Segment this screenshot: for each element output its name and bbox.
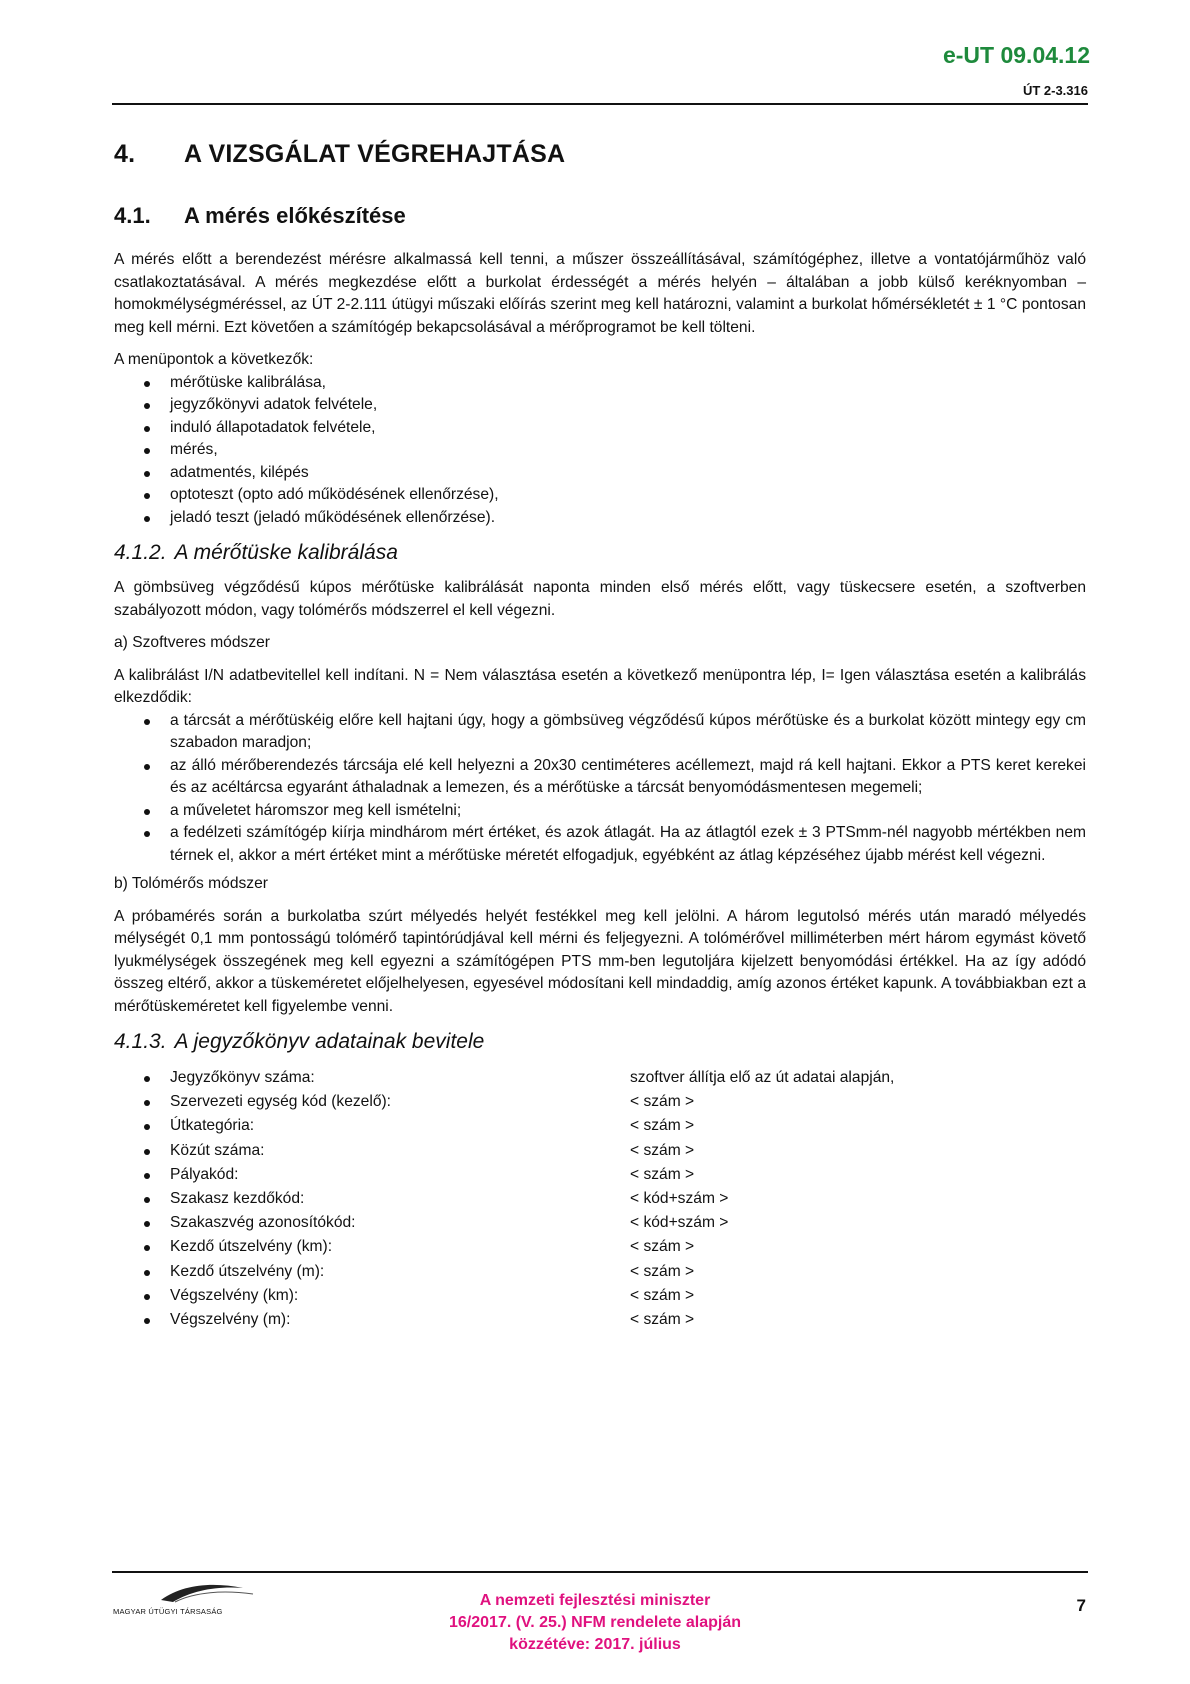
field-value: < szám > — [630, 1286, 695, 1304]
subsection-number: 4.1.2. — [114, 541, 167, 564]
bullet-icon — [144, 1318, 150, 1324]
document-subcode: ÚT 2-3.316 — [1022, 83, 1088, 98]
field-label: Jegyzőkönyv száma: — [170, 1069, 315, 1086]
list-item: mérőtüske kalibrálása, — [114, 372, 1086, 395]
paragraph-preparation: A mérés előtt a berendezést mérésre alkalmassá kell tenni, a műszer összeállításával, számítógéphez, illetve a vontatójárműhöz való csatlakoztatásával. A mérés megkezdése előtt a burkolat érdességét a mérés helyén – általában a jobb külső keréknyomban – homokmélységméréssel, az ÚT 2-2.111 útügyi műszaki előírás szerint meg kell határozni, valamint a burkolat hőmérsékletét ± 1 °C pontosan meg kell mérni. Ezt követően a számítógép bekapcsolásával a mérőprogramot be kell tölteni. — [114, 251, 1086, 336]
list-item — [114, 1260, 1086, 1284]
field-label: Szervezeti egység kód (kezelő): — [170, 1093, 392, 1111]
bullet-icon — [144, 1245, 150, 1251]
protocol-fields-list — [114, 1066, 1086, 1332]
method-a-list — [114, 710, 1086, 868]
chapter-number: 4. — [114, 140, 136, 168]
field-label: Végszelvény (m): — [170, 1311, 291, 1329]
list-item: optoteszt (opto adó működésének ellenőrzése), — [114, 484, 1086, 507]
bullet-icon — [144, 764, 150, 770]
bullet-icon — [144, 1124, 150, 1130]
field-label: Közút száma: — [170, 1141, 265, 1159]
page-number: 7 — [1076, 1596, 1086, 1615]
list-item — [114, 1211, 1086, 1235]
field-value: szoftver állítja elő az út adatai alapján, — [630, 1069, 895, 1086]
list-item: mérés, — [114, 439, 1086, 462]
list-item — [114, 1090, 1086, 1114]
paragraph-calibration: A gömbsüveg végződésű kúpos mérőtüske kalibrálását naponta minden első mérés előtt, vagy tüskecsere esetén, a szoftverben szabályozott módon, vagy tolómérős módszerrel el kell végezni. — [114, 579, 1086, 619]
subsection-title: A jegyzőkönyv adatainak bevitele — [174, 1030, 485, 1053]
list-item: induló állapotadatok felvétele, — [114, 417, 1086, 440]
paragraph-method-a: A kalibrálást I/N adatbevitellel kell indítani. N = Nem választása esetén a következő menüpontra lép, I= Igen választása esetén a kalibrálás elkezdődik: — [114, 666, 1086, 706]
section-number: 4.1. — [114, 203, 151, 228]
bullet-icon — [144, 719, 150, 725]
list-item: jegyzőkönyvi adatok felvétele, — [114, 394, 1086, 417]
list-item: a műveletet háromszor meg kell ismételni; — [114, 800, 1086, 823]
bullet-icon — [144, 1076, 150, 1082]
subsection-number: 4.1.3. — [114, 1030, 167, 1053]
bullet-icon — [144, 403, 150, 409]
bullet-icon — [144, 1173, 150, 1179]
bullet-icon — [144, 1221, 150, 1227]
list-item — [114, 1187, 1086, 1211]
section-title: A mérés előkészítése — [184, 203, 406, 228]
list-item — [114, 1114, 1086, 1138]
chapter-heading — [114, 140, 1086, 169]
bullet-icon — [144, 381, 150, 387]
subsection-heading-4-1-3 — [114, 1030, 1086, 1054]
field-value: < kód+szám > — [630, 1190, 729, 1208]
bullet-icon — [144, 1100, 150, 1106]
bullet-icon — [144, 1294, 150, 1300]
paragraph-method-b: A próbamérés során a burkolatba szúrt mélyedés helyét festékkel meg kell jelölni. A három legutolsó mérés után maradó mélyedés mélységét 0,1 mm pontosságú tolómérő tapintórúdjával kell mérni és feljegyezni. A tolómérővel milliméterben mért három egymást követő lyukmélységek összegének meg kell egyezni a számítógépen PTS mm-ben legutoljára kijelzett benyomódási értékkel. Ha az így adódó összeg eltérő, akkor a tüskeméretet előjelhelyesen, egyesével módosítani kell mindaddig, amíg azonos értéket kapunk. A továbbiakban ezt a mérőtüskeméretet kell figyelembe venni. — [114, 907, 1086, 1015]
field-value: < szám > — [630, 1238, 695, 1256]
field-value: < kód+szám > — [630, 1214, 729, 1232]
list-item — [114, 1066, 1086, 1090]
field-value: < szám > — [630, 1165, 695, 1183]
main-content — [114, 140, 1086, 1332]
field-label: Szakaszvég azonosítókód: — [170, 1214, 356, 1232]
bullet-icon — [144, 516, 150, 522]
field-label: Útkategória: — [170, 1117, 255, 1135]
field-label: Végszelvény (km): — [170, 1286, 299, 1304]
method-a-label: a) Szoftveres módszer — [114, 634, 270, 651]
section-heading-4-1 — [114, 203, 1086, 229]
field-value: < szám > — [630, 1262, 695, 1280]
field-value: < szám > — [630, 1311, 695, 1329]
bullet-icon — [144, 1149, 150, 1155]
field-label: Kezdő útszelvény (m): — [170, 1262, 325, 1280]
bullet-icon — [144, 448, 150, 454]
footer-divider — [112, 1571, 1088, 1573]
bullet-icon — [144, 831, 150, 837]
bullet-icon — [144, 426, 150, 432]
list-item — [114, 1163, 1086, 1187]
subsection-heading-4-1-2 — [114, 541, 1086, 565]
bullet-icon — [144, 471, 150, 477]
logo-text: MAGYAR ÚTÜGYI TÁRSASÁG — [113, 1607, 223, 1616]
bullet-icon — [144, 809, 150, 815]
society-logo — [113, 1582, 273, 1616]
bullet-icon — [144, 1197, 150, 1203]
bullet-icon — [144, 1270, 150, 1276]
list-item: jeladó teszt (jeladó működésének ellenőrzése). — [114, 507, 1086, 530]
method-b-label: b) Tolómérős módszer — [114, 875, 268, 892]
header-divider — [112, 103, 1088, 105]
menu-list — [114, 372, 1086, 530]
subsection-title: A mérőtüske kalibrálása — [174, 541, 398, 564]
list-item: adatmentés, kilépés — [114, 462, 1086, 485]
chapter-title: A VIZSGÁLAT VÉGREHAJTÁSA — [184, 140, 566, 168]
field-value: < szám > — [630, 1093, 695, 1111]
list-item: az álló mérőberendezés tárcsája elé kell helyezni a 20x30 centiméteres acéllemezt, majd rá kell hajtani. Ekkor a PTS keret kerekei és az acéltárcsa egyaránt áthaladnak a lemezen, és a mérőtüske a tárcsát benyomódásmentesen megemeli; — [114, 755, 1086, 800]
road-swoosh-icon — [113, 1582, 273, 1604]
footer-line-2: 16/2017. (V. 25.) NFM rendelete alapján — [449, 1614, 741, 1631]
list-item: a fedélzeti számítógép kiírja mindhárom mért értéket, és azok átlagát. Ha az átlagtól ezek ± 3 PTSmm-nél nagyobb mértékben nem térnek el, akkor a mért értéket mint a mérőtüske méretét elfogadjuk, egyébként az átlag képzéséhez újabb mérést kell végezni. — [114, 822, 1086, 867]
field-label: Szakasz kezdőkód: — [170, 1190, 305, 1208]
list-item: a tárcsát a mérőtüskéig előre kell hajtani úgy, hogy a gömbsüveg végződésű kúpos mérőtüske és a burkolat között mintegy egy cm szabadon maradjon; — [114, 710, 1086, 755]
bullet-icon — [144, 493, 150, 499]
list-item — [114, 1284, 1086, 1308]
footer-line-3: közzétéve: 2017. július — [509, 1636, 681, 1653]
list-item — [114, 1235, 1086, 1259]
field-value: < szám > — [630, 1141, 695, 1159]
field-value: < szám > — [630, 1117, 695, 1135]
footer-line-1: A nemzeti fejlesztési miniszter — [479, 1592, 711, 1609]
menu-intro: A menüpontok a következők: — [114, 351, 314, 368]
field-label: Pályakód: — [170, 1165, 239, 1183]
field-label: Kezdő útszelvény (km): — [170, 1238, 333, 1256]
list-item — [114, 1308, 1086, 1332]
document-code: e-UT 09.04.12 — [942, 42, 1090, 68]
list-item — [114, 1139, 1086, 1163]
footer-publication-note — [340, 1590, 850, 1656]
